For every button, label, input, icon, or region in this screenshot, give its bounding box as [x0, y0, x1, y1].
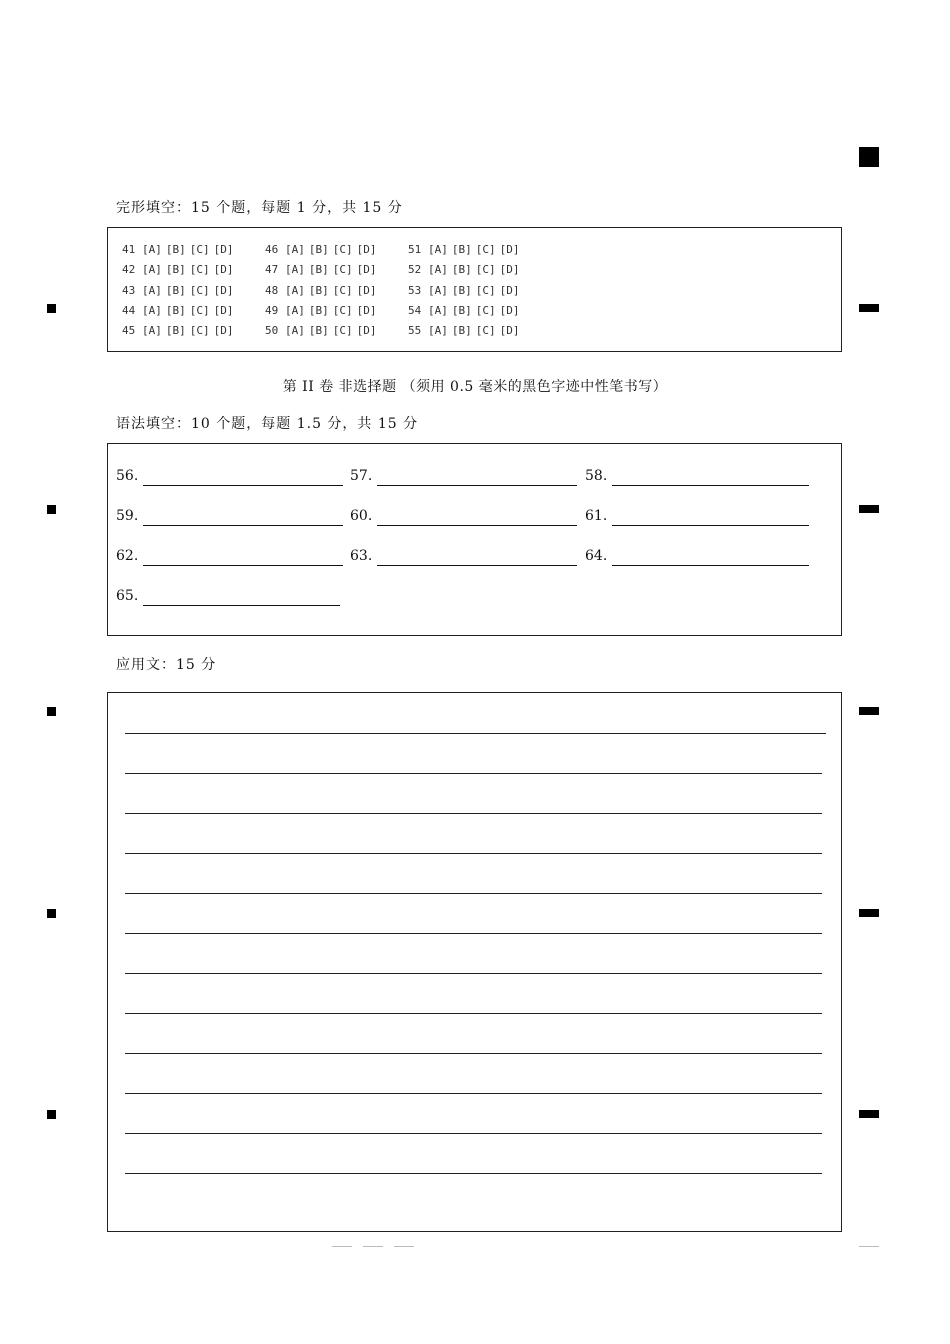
footer-dash	[394, 1246, 414, 1247]
timing-mark-left	[47, 1110, 56, 1119]
answer-bubble-d[interactable]: [D]	[213, 303, 234, 317]
cloze-question-row	[122, 240, 238, 260]
answer-bubble-a[interactable]: [A]	[428, 243, 448, 256]
cloze-answer-box	[107, 227, 842, 352]
blank-number: 60.	[350, 508, 373, 524]
answer-bubble-b[interactable]: [B]	[451, 283, 472, 297]
answer-line[interactable]	[377, 525, 577, 526]
question-number: 51	[408, 243, 422, 256]
writing-line[interactable]	[125, 1133, 822, 1134]
footer-dash	[859, 1246, 879, 1247]
answer-bubble-d[interactable]: [D]	[499, 303, 520, 317]
answer-bubble-a[interactable]: [A]	[142, 324, 162, 338]
writing-line[interactable]	[125, 1093, 822, 1094]
answer-bubble-c[interactable]: [C]	[475, 324, 496, 338]
timing-mark-left	[47, 505, 56, 514]
writing-answer-box	[107, 692, 842, 1232]
answer-bubble-c[interactable]: [C]	[332, 324, 353, 338]
answer-line[interactable]	[377, 565, 577, 566]
answer-bubble-b[interactable]: [B]	[451, 243, 472, 256]
answer-bubble-c[interactable]: [C]	[332, 263, 353, 277]
cloze-question-row	[408, 321, 524, 341]
timing-mark-left	[47, 304, 56, 313]
answer-bubble-a[interactable]: [A]	[285, 263, 305, 277]
writing-line[interactable]	[125, 933, 822, 934]
answer-bubble-c[interactable]: [C]	[475, 283, 496, 297]
blank-number: 65.	[116, 588, 139, 604]
answer-bubble-d[interactable]: [D]	[356, 283, 377, 297]
cloze-question-row	[408, 260, 524, 280]
blank-number: 58.	[585, 468, 608, 484]
answer-bubble-a[interactable]: [A]	[285, 303, 305, 317]
answer-line[interactable]	[143, 565, 343, 566]
timing-mark-right	[859, 1110, 879, 1118]
answer-bubble-b[interactable]: [B]	[308, 283, 329, 297]
cloze-question-row	[122, 301, 238, 321]
answer-bubble-d[interactable]: [D]	[356, 303, 377, 317]
question-number: 44	[122, 303, 136, 317]
cloze-question-row	[265, 281, 381, 301]
timing-mark-right	[859, 505, 879, 513]
cloze-question-row	[122, 260, 238, 280]
blank-number: 62.	[116, 548, 139, 564]
writing-line[interactable]	[125, 733, 826, 734]
timing-mark-right	[859, 304, 879, 312]
question-number: 42	[122, 263, 136, 277]
question-number: 41	[122, 243, 136, 256]
cloze-column	[408, 240, 524, 341]
grammar-answer-box	[107, 443, 842, 636]
answer-bubble-d[interactable]: [D]	[499, 324, 520, 338]
writing-line[interactable]	[125, 853, 822, 854]
answer-bubble-b[interactable]: [B]	[451, 303, 472, 317]
footer-dash	[332, 1246, 352, 1247]
cloze-column	[122, 240, 238, 341]
answer-line[interactable]	[377, 485, 577, 486]
question-number: 48	[265, 283, 279, 297]
answer-bubble-c[interactable]: [C]	[475, 243, 496, 256]
blank-number: 59.	[116, 508, 139, 524]
answer-line[interactable]	[143, 525, 343, 526]
question-number: 54	[408, 303, 422, 317]
answer-bubble-d[interactable]: [D]	[213, 243, 234, 256]
cloze-section-title: 完形填空：15 个题，每题 1 分，共 15 分	[116, 200, 403, 216]
answer-bubble-b[interactable]: [B]	[165, 303, 186, 317]
question-number: 43	[122, 283, 136, 297]
answer-bubble-b[interactable]: [B]	[308, 303, 329, 317]
writing-line[interactable]	[125, 773, 822, 774]
answer-bubble-c[interactable]: [C]	[332, 303, 353, 317]
answer-bubble-c[interactable]: [C]	[475, 303, 496, 317]
answer-bubble-a[interactable]: [A]	[142, 283, 162, 297]
answer-bubble-b[interactable]: [B]	[165, 263, 186, 277]
question-number: 49	[265, 303, 279, 317]
answer-bubble-a[interactable]: [A]	[142, 303, 162, 317]
answer-bubble-a[interactable]: [A]	[285, 243, 305, 256]
answer-bubble-a[interactable]: [A]	[285, 324, 305, 338]
writing-line[interactable]	[125, 813, 822, 814]
answer-bubble-d[interactable]: [D]	[213, 324, 234, 338]
cloze-question-row	[265, 260, 381, 280]
cloze-question-row	[265, 240, 381, 260]
answer-bubble-a[interactable]: [A]	[142, 263, 162, 277]
grammar-section-title: 语法填空：10 个题，每题 1.5 分，共 15 分	[116, 416, 419, 432]
answer-bubble-b[interactable]: [B]	[308, 243, 329, 256]
writing-line[interactable]	[125, 973, 822, 974]
blank-number: 63.	[350, 548, 373, 564]
blank-number: 56.	[116, 468, 139, 484]
answer-line[interactable]	[612, 525, 809, 526]
question-number: 47	[265, 263, 279, 277]
footer-dash	[363, 1246, 383, 1247]
writing-line[interactable]	[125, 1053, 822, 1054]
part2-heading: 第 II 卷 非选择题 （须用 0.5 毫米的黑色字迹中性笔书写）	[282, 379, 668, 395]
answer-line[interactable]	[612, 565, 809, 566]
question-number: 45	[122, 324, 136, 338]
answer-bubble-d[interactable]: [D]	[356, 263, 377, 277]
cloze-question-row	[122, 321, 238, 341]
answer-bubble-d[interactable]: [D]	[213, 263, 234, 277]
answer-bubble-c[interactable]: [C]	[332, 243, 353, 256]
answer-bubble-b[interactable]: [B]	[165, 243, 186, 256]
answer-bubble-a[interactable]: [A]	[428, 283, 448, 297]
blank-number: 57.	[350, 468, 373, 484]
answer-bubble-a[interactable]: [A]	[428, 303, 448, 317]
answer-bubble-a[interactable]: [A]	[428, 263, 448, 277]
cloze-question-row	[408, 301, 524, 321]
answer-bubble-c[interactable]: [C]	[189, 263, 210, 277]
answer-line[interactable]	[143, 485, 343, 486]
answer-bubble-d[interactable]: [D]	[499, 283, 520, 297]
answer-bubble-a[interactable]: [A]	[285, 283, 305, 297]
writing-line[interactable]	[125, 1013, 822, 1014]
cloze-question-row	[265, 301, 381, 321]
timing-mark-right	[859, 707, 879, 715]
question-number: 53	[408, 283, 422, 297]
answer-bubble-d[interactable]: [D]	[356, 243, 377, 256]
answer-bubble-c[interactable]: [C]	[189, 324, 210, 338]
answer-bubble-b[interactable]: [B]	[451, 324, 472, 338]
writing-section-title: 应用文：15 分	[116, 657, 217, 673]
writing-line[interactable]	[125, 893, 822, 894]
answer-bubble-b[interactable]: [B]	[451, 263, 472, 277]
answer-bubble-d[interactable]: [D]	[499, 243, 520, 256]
answer-bubble-d[interactable]: [D]	[499, 263, 520, 277]
timing-mark-left	[47, 707, 56, 716]
cloze-column	[265, 240, 381, 341]
cloze-question-row	[265, 321, 381, 341]
blank-number: 61.	[585, 508, 608, 524]
answer-bubble-d[interactable]: [D]	[213, 283, 234, 297]
timing-mark-right	[859, 909, 879, 917]
answer-line[interactable]	[143, 605, 340, 606]
cloze-question-row	[408, 240, 524, 260]
answer-bubble-a[interactable]: [A]	[142, 243, 162, 256]
cloze-question-row	[408, 281, 524, 301]
cloze-question-row	[122, 281, 238, 301]
registration-mark-top	[859, 147, 879, 167]
answer-bubble-a[interactable]: [A]	[428, 324, 448, 338]
question-number: 50	[265, 324, 279, 338]
answer-bubble-c[interactable]: [C]	[189, 283, 210, 297]
answer-bubble-b[interactable]: [B]	[165, 283, 186, 297]
answer-line[interactable]	[612, 485, 809, 486]
question-number: 46	[265, 243, 279, 256]
answer-bubble-c[interactable]: [C]	[189, 303, 210, 317]
blank-number: 64.	[585, 548, 608, 564]
answer-bubble-b[interactable]: [B]	[308, 324, 329, 338]
answer-bubble-c[interactable]: [C]	[475, 263, 496, 277]
timing-mark-left	[47, 909, 56, 918]
question-number: 52	[408, 263, 422, 277]
answer-bubble-b[interactable]: [B]	[308, 263, 329, 277]
question-number: 55	[408, 324, 422, 338]
answer-bubble-d[interactable]: [D]	[356, 324, 377, 338]
writing-line[interactable]	[125, 1173, 822, 1174]
answer-bubble-c[interactable]: [C]	[332, 283, 353, 297]
answer-bubble-b[interactable]: [B]	[165, 324, 186, 338]
answer-bubble-c[interactable]: [C]	[189, 243, 210, 256]
